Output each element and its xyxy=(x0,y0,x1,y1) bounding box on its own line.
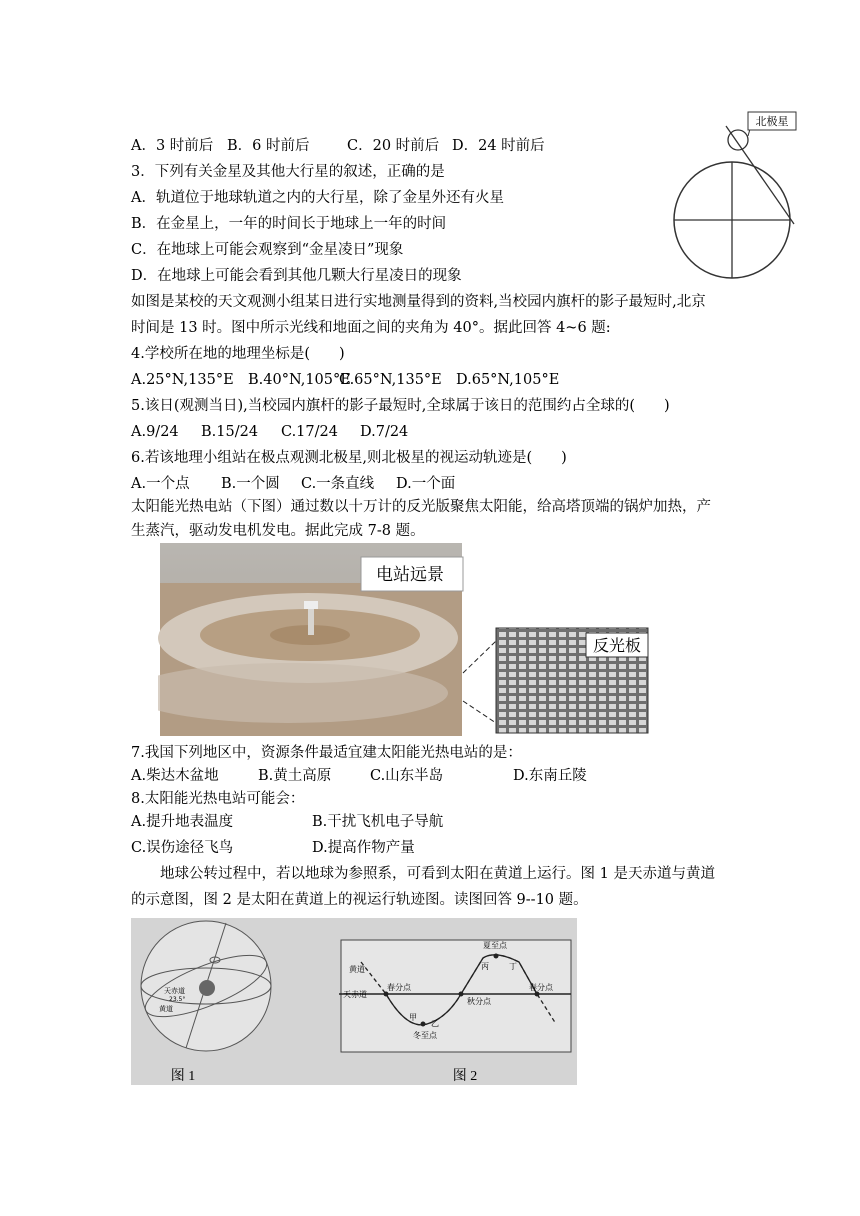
q8-option-a: A.提升地表温度 xyxy=(131,814,234,830)
fig2-ding-label: 丁 xyxy=(509,962,517,971)
q4-option-d: D.65°N,105°E xyxy=(456,372,560,388)
intro-9-10-line2: 的示意图，图 2 是太阳在黄道上的视运行轨迹图。读图回答 9--10 题。 xyxy=(131,892,588,908)
q2-option-d: D．24 时前后 xyxy=(452,138,545,154)
fig2-ecliptic-label: 黄道 xyxy=(349,965,365,974)
fig2-caption: 图 2 xyxy=(452,1069,478,1084)
q8-stem: 8.太阳能光热电站可能会： xyxy=(131,791,305,807)
fig2-spring-label-1: 春分点 xyxy=(387,983,411,992)
fig1-equator-label: 天赤道 xyxy=(164,987,185,995)
fig2-spring-label-2: 春分点 xyxy=(529,983,553,992)
q5-option-c: C.17/24 xyxy=(281,424,338,440)
q2-option-c: C．20 时前后 xyxy=(347,138,440,154)
intro-7-8-line1: 太阳能光热电站（下图）通过数以十万计的反光版聚焦太阳能，给高塔顶端的锅炉加热，产 xyxy=(131,499,711,515)
q5-option-a: A.9/24 xyxy=(131,424,179,440)
fig2-summer-label: 夏至点 xyxy=(483,941,507,950)
ecliptic-figures xyxy=(131,918,577,1085)
polaris-figure xyxy=(660,108,800,284)
q7-option-d: D.东南丘陵 xyxy=(513,768,587,784)
q6-option-b: B.一个圆 xyxy=(221,476,280,492)
q8-option-d: D.提高作物产量 xyxy=(312,840,415,856)
q6-option-d: D.一个面 xyxy=(396,476,456,492)
fig1-ecliptic-label: 黄道 xyxy=(159,1005,173,1013)
q2-option-a: A．3 时前后 xyxy=(131,138,214,154)
q4-option-a: A.25°N,135°E xyxy=(131,372,234,388)
q4-option-c: C.65°N,135°E xyxy=(339,372,442,388)
q5-option-b: B.15/24 xyxy=(201,424,259,440)
fig2-jia-label: 甲 xyxy=(409,1013,417,1022)
q2-option-b: B．6 时前后 xyxy=(227,138,310,154)
q3-option-c: C．在地球上可能会观察到“金星凌日”现象 xyxy=(131,242,404,258)
q3-stem: 3．下列有关金星及其他大行星的叙述，正确的是 xyxy=(131,164,445,180)
fig2-bing-label: 丙 xyxy=(481,962,489,971)
solar-station-photo xyxy=(158,543,658,738)
q7-option-a: A.柴达木盆地 xyxy=(131,768,219,784)
q7-stem: 7.我国下列地区中，资源条件最适宜建太阳能光热电站的是： xyxy=(131,745,522,761)
q8-option-c: C.误伤途径飞鸟 xyxy=(131,840,234,856)
intro-9-10-line1: 地球公转过程中，若以地球为参照系，可看到太阳在黄道上运行。图 1 是天赤道与黄道 xyxy=(160,866,715,882)
q5-option-d: D.7/24 xyxy=(360,424,409,440)
q8-option-b: B.干扰飞机电子导航 xyxy=(312,814,444,830)
fig2-yi-label: 乙 xyxy=(431,1019,439,1028)
q6-option-c: C.一条直线 xyxy=(301,476,375,492)
q6-stem: 6.若该地理小组站在极点观测北极星,则北极星的视运动轨迹是( ) xyxy=(131,450,567,466)
q4-option-b: B.40°N,105°E xyxy=(248,372,351,388)
q3-option-b: B．在金星上，一年的时间长于地球上一年的时间 xyxy=(131,216,447,232)
fig1-angle-label: 23.5° xyxy=(169,996,186,1003)
q6-option-a: A.一个点 xyxy=(131,476,190,492)
q7-option-b: B.黄土高原 xyxy=(258,768,332,784)
q7-option-c: C.山东半岛 xyxy=(370,768,444,784)
intro-4-6-line2: 时间是 13 时。图中所示光线和地面之间的夹角为 40°。据此回答 4~6 题: xyxy=(131,320,611,336)
fig2-autumn-label: 秋分点 xyxy=(467,997,491,1006)
fig1-caption: 图 1 xyxy=(170,1069,196,1084)
figure-2-sun-path xyxy=(339,940,571,1052)
fig2-winter-label: 冬至点 xyxy=(413,1031,437,1040)
photo-reflector-label: 反光板 xyxy=(592,636,642,655)
intro-4-6-line1: 如图是某校的天文观测小组某日进行实地测量得到的资料,当校园内旗杆的影子最短时,北京 xyxy=(131,294,706,310)
q3-option-a: A．轨道位于地球轨道之内的大行星，除了金星外还有火星 xyxy=(131,190,504,206)
photo-far-label: 电站远景 xyxy=(376,565,444,585)
intro-7-8-line2: 生蒸汽，驱动发电机发电。据此完成 7-8 题。 xyxy=(131,523,425,539)
q5-stem: 5.该日(观测当日),当校园内旗杆的影子最短时,全球属于该日的范围约占全球的( ) xyxy=(131,398,670,414)
q4-stem: 4.学校所在地的地理坐标是( ) xyxy=(131,346,345,362)
q3-option-d: D．在地球上可能会看到其他几颗大行星凌日的现象 xyxy=(131,268,462,284)
fig2-equator-label: 天赤道 xyxy=(343,990,367,999)
polaris-label: 北极星 xyxy=(755,115,789,128)
